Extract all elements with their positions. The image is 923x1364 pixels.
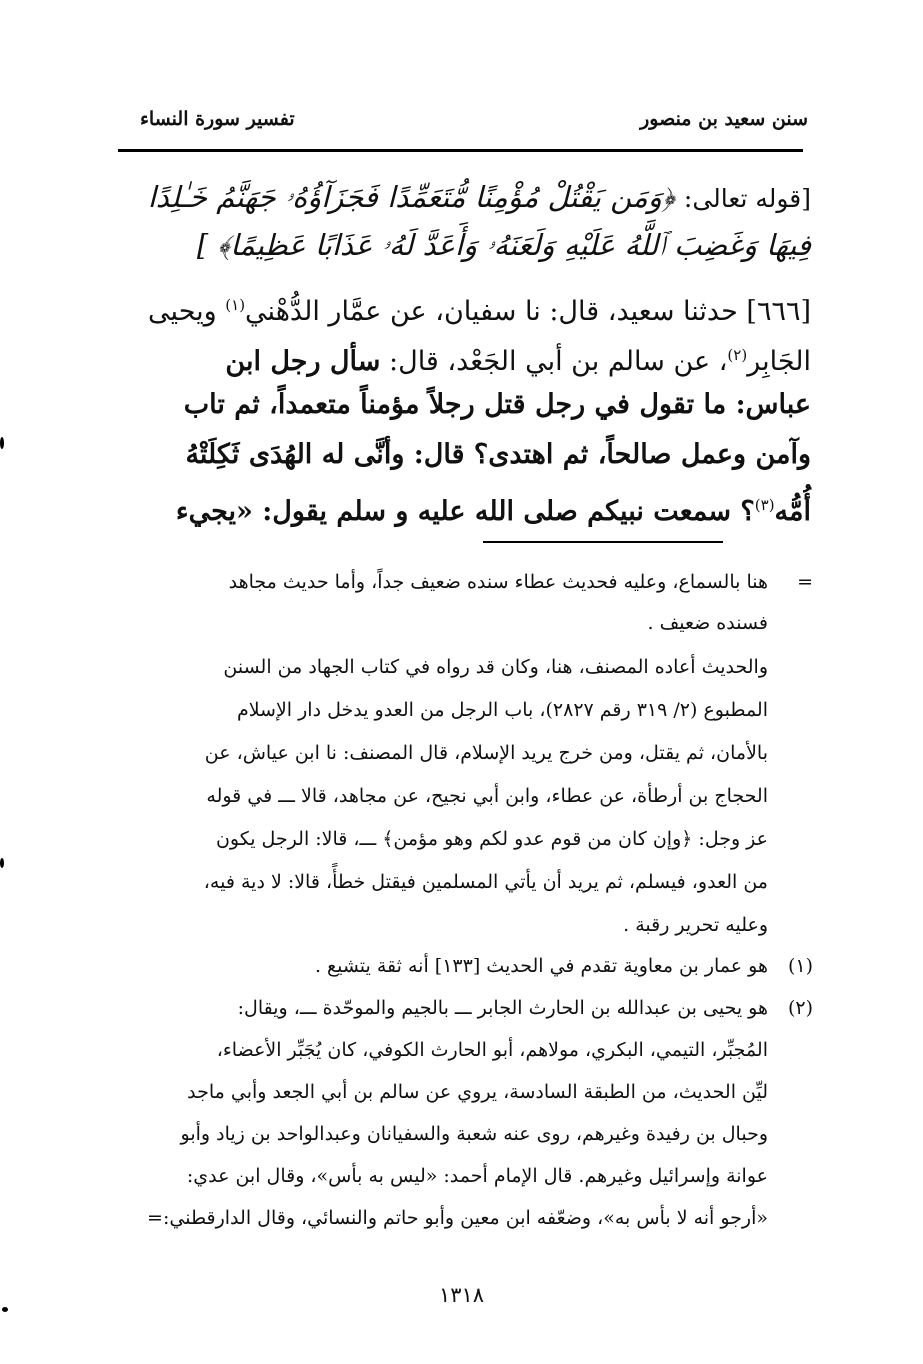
fn-para-line: المطبوع (٢/ ٣١٩ رقم ٢٨٢٧)، باب الرجل من العدو يدخل دار الإسلام — [236, 699, 768, 721]
verse-intro: [قوله تعالى: — [683, 184, 811, 213]
verse-text-1: ﴿وَمَن يَقْتُلْ مُؤْمِنًا مُّتَعَمِّدًا فَجَزَآؤُهُۥ جَهَنَّمُ خَـٰلِدًا — [147, 180, 675, 214]
hadith-line-3 — [115, 380, 811, 430]
fn-para-line: الحجاج بن أرطأة، عن عطاء، وابن أبي نجيح، عن مجاهد، قالا ـــ في قوله — [206, 785, 768, 807]
scan-speck — [0, 858, 4, 868]
footnote-ref-1: (١) — [225, 296, 246, 314]
fn-para-line: من العدو، فيسلم، ثم يريد أن يأتي المسلمين فيقتل خطأً، قالا: لا دية فيه، — [203, 871, 768, 893]
hadith-text-1: حدثنا سعيد، قال: نا سفيان، عن عمَّار الدُّهْني — [245, 296, 738, 327]
footnote-1-text: هو عمار بن معاوية تقدم في الحديث [١٣٣] أنه ثقة يتشيع . — [314, 955, 768, 977]
hadith-line-5 — [115, 480, 811, 537]
fn2-line: المُجبِّر، التيمي، البكري، مولاهم، أبو الحارث الكوفي، كان يُجَبِّر الأعضاء، — [216, 1039, 768, 1061]
fn2-line: عوانة وإسرائيل وغيرهم. قال الإمام أحمد: «ليس به بأس»، وقال ابن عدي: — [186, 1165, 768, 1187]
footnote-1-number: (١) — [787, 955, 813, 977]
page-number: ١٣١٨ — [438, 1283, 485, 1307]
hadith-line-2 — [115, 330, 811, 387]
section-title: تفسير سورة النساء — [140, 108, 295, 130]
fn-para-line: بالأمان، ثم يقتل، ومن خرج يريد الإسلام، قال المصنف: نا ابن عياش، عن — [204, 742, 768, 764]
hadith-line-4 — [115, 430, 811, 480]
book-title: سنن سعيد بن منصور — [640, 108, 808, 130]
hadith-line-1 — [115, 280, 811, 337]
verse-text-2: فِيهَا وَغَضِبَ ٱللَّهُ عَلَيْهِ وَلَعَنَهُۥ وَأَعَدَّ لَهُۥ عَذَابًا عَظِيمًا﴾ ] — [196, 228, 811, 262]
fn2-line: وحبال بن رفيدة وغيرهم، روى عنه شعبة والسفيانان وعبدالواحد بن زياد وأبو — [180, 1123, 768, 1145]
hadith-bold-4: وآمن وعمل صالحاً، ثم اهتدى؟ قال: وأنَّى له الهُدَى ثَكِلَتْهُ — [185, 439, 811, 470]
hadith-number: [٦٦٦] — [746, 296, 811, 327]
hadith-text-2a: الجَابِر — [747, 346, 811, 377]
footnote-separator — [483, 541, 723, 543]
header-rule — [118, 149, 803, 152]
hadith-bold-5b: ؟ سمعت نبيكم صلى الله عليه و سلم يقول: «يجيء — [175, 496, 755, 527]
scan-speck — [0, 437, 4, 449]
footnote-2-number: (٢) — [787, 997, 813, 1019]
fn-para-line: وعليه تحرير رقبة . — [623, 914, 768, 936]
scan-speck — [2, 1307, 8, 1312]
fn2-line: «أرجو أنه لا بأس به»، وضعّفه ابن معين وأبو حاتم والنسائي، وقال الدارقطني:= — [147, 1207, 768, 1229]
fn-para-line: عز وجل: ﴿وإن كان من قوم عدو لكم وهو مؤمن﴾ ـــ، قالا: الرجل يكون — [215, 828, 768, 850]
fn-para-line: والحديث أعاده المصنف، هنا، وكان قد رواه في كتاب الجهاد من السنن — [223, 656, 768, 678]
fn-cont-line: فسنده ضعيف . — [647, 612, 768, 634]
hadith-text-1b: ويحيى — [148, 296, 226, 327]
hadith-bold-3: عباس: ما تقول في رجل قتل رجلاً مؤمناً متعمداً، ثم تاب — [183, 389, 811, 420]
verse-line-2 — [111, 218, 811, 272]
continuation-mark: = — [797, 571, 813, 593]
hadith-bold-5a: أُمُّه — [774, 496, 811, 527]
fn2-line: هو يحيى بن عبدالله بن الحارث الجابر ـــ بالجيم والموحّدة ـــ، ويقال: — [237, 997, 768, 1019]
footnote-ref-3: (٣) — [754, 496, 775, 514]
hadith-bold-2: سأل رجل ابن — [225, 346, 381, 377]
footnote-ref-2: (٢) — [727, 346, 748, 364]
fn-cont-line: هنا بالسماع، وعليه فحديث عطاء سنده ضعيف جداً، وأما حديث مجاهد — [228, 571, 768, 593]
fn2-line: ليِّن الحديث، من الطبقة السادسة، يروي عن سالم بن أبي الجعد وأبي ماجد — [187, 1081, 768, 1103]
hadith-text-2b: ، عن سالم بن أبي الجَعْد، قال: — [380, 346, 728, 377]
